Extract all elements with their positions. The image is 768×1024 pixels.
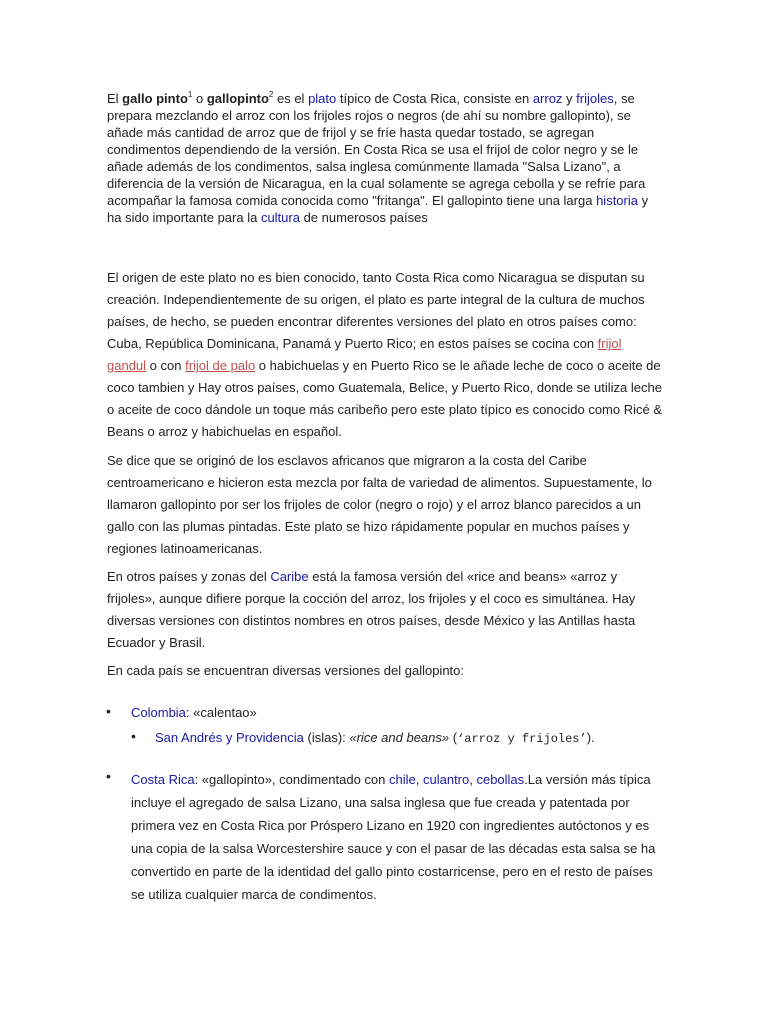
versions-intro: En cada país se encuentran diversas versiones del gallopinto: — [107, 663, 464, 678]
text-italic: «rice and beans» — [349, 730, 450, 745]
text: El — [107, 91, 123, 106]
link-frijol-de-palo[interactable]: frijol de palo — [185, 358, 256, 373]
link-frijol-gandul[interactable]: frijol gandul — [107, 336, 622, 373]
text: o habichuelas y en Puerto Rico se le añade leche de coco o aceite de coco tambien y Hay otros países, como Guatemala, Belice, y Puerto Rico, donde se utiliza leche o aceite de coco dándole un toque más caribeño pero este plato típico es conocido como Ricé & Beans o arroz y habichuelas en español. — [107, 358, 663, 439]
text: o con — [146, 358, 186, 373]
text: : «gallopinto», condimentado con — [194, 772, 389, 787]
term-gallo-pinto: gallo pinto — [122, 91, 188, 106]
bullet: • — [106, 703, 111, 719]
text: y — [562, 91, 577, 106]
text: o — [192, 91, 207, 106]
link-cultura[interactable]: cultura — [260, 210, 300, 225]
term-gallopinto: gallopinto — [206, 91, 269, 106]
link-caribe[interactable]: Caribe — [270, 569, 309, 584]
footnote-ref[interactable]: 2 — [268, 89, 274, 99]
text: y ha sido importante para la — [107, 193, 649, 225]
text: , — [469, 772, 477, 787]
link-san-andres[interactable]: San Andrés y Providencia — [155, 730, 304, 745]
caribbean-paragraph — [107, 566, 662, 654]
link-colombia[interactable]: Colombia — [131, 705, 186, 720]
link-chile[interactable]: chile — [389, 772, 416, 787]
text: ( — [449, 730, 458, 745]
origin-paragraph — [107, 267, 662, 443]
text: El origen de este plato no es bien conocido, tanto Costa Rica como Nicaragua se disputan su creación. Independientemente de su origen, el plato es parte integral de la cultura de muchos países, de hecho, se pueden encontrar diferentes versiones del plato en otros países como: Cuba, República Dominicana, Panamá y Puerto Rico; en estos países se cocina con — [107, 270, 645, 351]
text: En otros países y zonas del — [107, 569, 271, 584]
text: (islas): — [303, 730, 350, 745]
list-item-costa-rica — [131, 768, 666, 906]
link-costa-rica[interactable]: Costa Rica — [131, 772, 195, 787]
text: : «calentao» — [185, 705, 257, 720]
link-culantro[interactable]: culantro — [422, 772, 470, 787]
bullet: • — [131, 728, 136, 744]
text: típico de Costa Rica, consiste en — [336, 91, 533, 106]
list-item-colombia — [131, 702, 257, 724]
text: .La versión más típica incluye el agregado de salsa Lizano, una salsa inglesa que fue creada y patentada por primera vez en Costa Rica por Próspero Lizano en 1920 con ingredientes autóctonos y es una copia de la salsa Worcestershire sauce y con el pasar de las décadas esta salsa se ha convertido en parte de la identidad del gallo pinto costarricense, pero en el resto de países se utiliza cualquier marca de condimentos. — [131, 772, 656, 902]
text: está la famosa versión del «rice and beans» «arroz y frijoles», aunque difiere porque la cocción del arroz, los frijoles y el coco es simultánea. Hay diversas versiones con distintos nombres en otros países, desde México y las Antillas hasta Ecuador y Brasil. — [107, 569, 636, 650]
link-arroz[interactable]: arroz — [532, 91, 563, 106]
text: de numerosos países — [299, 210, 428, 225]
link-plato[interactable]: plato — [308, 91, 337, 106]
text-translation: ‘arroz y frijoles’ — [457, 732, 587, 746]
text: , — [415, 772, 423, 787]
bullet: • — [106, 768, 111, 784]
link-cebollas[interactable]: cebollas — [476, 772, 525, 787]
footnote-ref[interactable]: 1 — [187, 89, 193, 99]
list-item-san-andres — [155, 727, 595, 750]
text: es el — [273, 91, 309, 106]
slaves-paragraph: Se dice que se originó de los esclavos africanos que migraron a la costa del Caribe centroamericano e hicieron esta mezcla por falta de variedad de alimentos. Supuestamente, lo llamaron gallopinto por ser los frijoles de color (negro o rojo) y el arroz blanco parecidos a un gallo con las plumas pintadas. Este plato se hizo rápidamente popular en muchos países y regiones latinoamericanas. — [107, 453, 652, 556]
text: ). — [586, 730, 595, 745]
intro-paragraph — [107, 90, 662, 226]
link-historia[interactable]: historia — [596, 193, 638, 208]
text: , se prepara mezclando el arroz con los frijoles rojos o negros (de ahí su nombre gallopinto), se añade más cantidad de arroz que de frijol y se fríe hasta quedar tostado, se agregan condimentos dependiendo de la versión. En Costa Rica se usa el frijol de color negro y se le añade además de los condimentos, salsa inglesa comúnmente llamada "Salsa Lizano", a diferencia de la versión de Nicaragua, en la cual solamente se agrega cebolla y se refríe para acompañar la famosa comida conocida como "fritanga". El gallopinto tiene una larga — [107, 91, 646, 208]
link-frijoles[interactable]: frijoles — [576, 91, 614, 106]
